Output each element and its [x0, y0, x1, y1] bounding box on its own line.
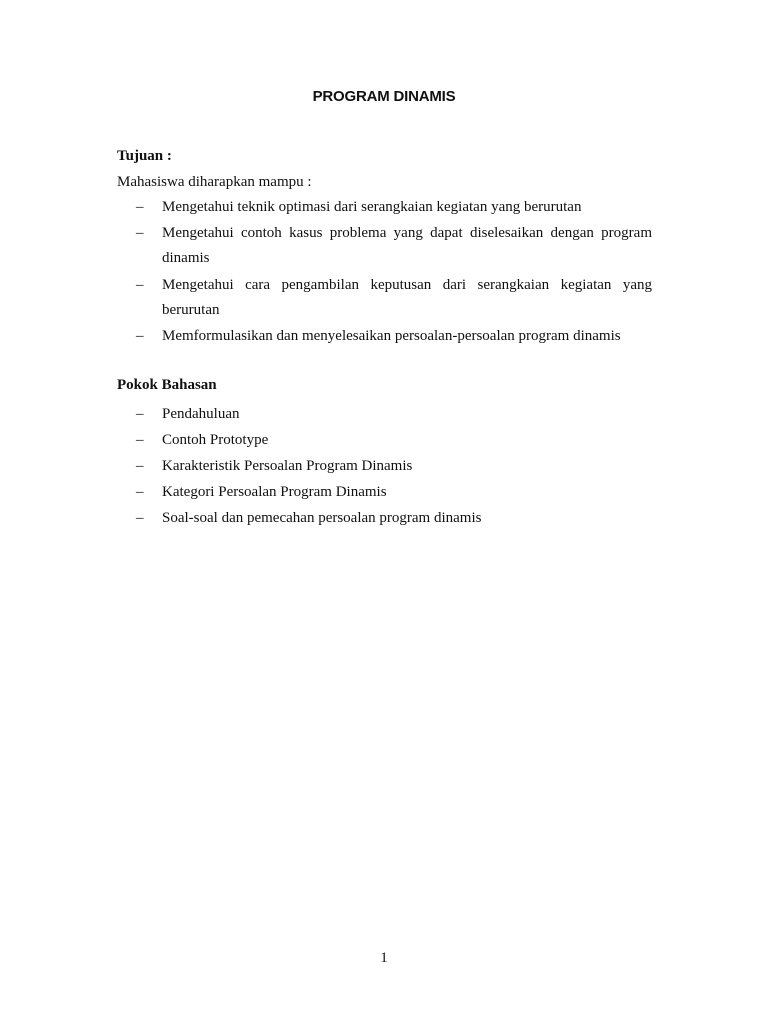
tujuan-list [117, 195, 652, 349]
dash-marker: – [136, 458, 144, 474]
list-item-text: Kategori Persoalan Program Dinamis [162, 484, 387, 500]
page-title: PROGRAM DINAMIS [312, 88, 456, 105]
list-item [117, 428, 652, 453]
list-item-text: Mengetahui cara pengambilan keputusan dari serangkaian kegiatan yang berurutan [162, 276, 652, 318]
list-item-text: Memformulasikan dan menyelesaikan persoalan-persoalan program dinamis [162, 328, 621, 345]
list-item [117, 454, 652, 479]
list-item [117, 402, 652, 427]
list-item [117, 273, 652, 323]
dash-marker: – [136, 432, 144, 448]
dash-marker: – [136, 406, 144, 422]
pokok-bahasan-section [117, 376, 652, 532]
dash-marker: – [136, 199, 144, 215]
list-item [117, 324, 652, 349]
list-item-text: Mengetahui contoh kasus problema yang dapat diselesaikan dengan program dinamis [162, 225, 652, 267]
dash-marker: – [136, 225, 144, 242]
list-item [117, 506, 652, 531]
tujuan-intro: Mahasiswa diharapkan mampu : [117, 174, 312, 190]
dash-marker: – [136, 328, 144, 345]
tujuan-heading: Tujuan : [117, 148, 172, 164]
list-item-text: Pendahuluan [162, 406, 240, 422]
pokok-bahasan-list [117, 402, 652, 531]
list-item [117, 195, 652, 220]
pokok-bahasan-heading: Pokok Bahasan [117, 377, 217, 393]
page-number: 1 [380, 950, 388, 966]
tujuan-section [117, 147, 652, 351]
list-item-text: Karakteristik Persoalan Program Dinamis [162, 458, 413, 474]
list-item-text: Mengetahui teknik optimasi dari serangkaian kegiatan yang berurutan [162, 199, 582, 215]
list-item [117, 221, 652, 271]
list-item [117, 480, 652, 505]
dash-marker: – [136, 510, 144, 526]
list-item-text: Soal-soal dan pemecahan persoalan program dinamis [162, 510, 482, 526]
dash-marker: – [136, 484, 144, 500]
dash-marker: – [136, 276, 144, 293]
list-item-text: Contoh Prototype [162, 432, 269, 448]
